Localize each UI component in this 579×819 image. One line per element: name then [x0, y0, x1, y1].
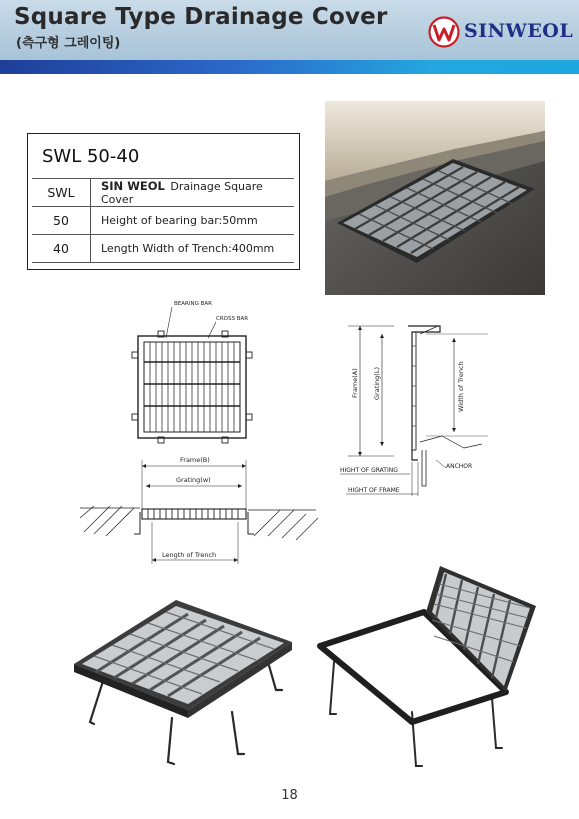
- spec-title: SWL 50-40: [42, 146, 140, 167]
- header-color-band: [0, 60, 579, 74]
- brand-logo: [428, 16, 574, 48]
- grating-side-view-drawing: [338, 316, 488, 498]
- label-hight-of-grating: HIGHT OF GRATING: [340, 467, 398, 474]
- spec-table: [32, 178, 294, 263]
- brand-name: SINWEOL: [464, 20, 574, 42]
- installed-grating-photo: [325, 101, 545, 295]
- spec-box: [27, 133, 300, 270]
- table-row: [32, 235, 294, 263]
- label-cross-bar: CROSS BAR: [216, 316, 249, 322]
- label-bearing-bar: BEARING BAR: [174, 301, 212, 307]
- spec-code: SWL: [32, 179, 91, 207]
- label-hight-of-frame: HIGHT OF FRAME: [348, 487, 400, 494]
- spec-code: 50: [32, 207, 91, 235]
- label-frame-a: Frame(A): [351, 368, 359, 398]
- grating-section-drawing: [80, 452, 320, 572]
- brand-emblem-icon: [428, 16, 462, 48]
- header-bar: [0, 0, 579, 60]
- table-row: [32, 179, 294, 207]
- spec-code: 40: [32, 235, 91, 263]
- table-row: [32, 207, 294, 235]
- label-grating-l: Grating(L): [373, 367, 381, 400]
- page-title: Square Type Drainage Cover: [14, 4, 388, 30]
- hinged-grating-photo: [316, 562, 546, 774]
- spec-desc-text: Drainage Square Cover: [101, 180, 263, 206]
- grating-with-legs-photo: [72, 598, 294, 768]
- spec-desc: Height of bearing bar:50mm: [91, 207, 295, 235]
- grating-top-view-drawing: [128, 296, 258, 446]
- spec-brand: SIN WEOL: [101, 179, 165, 193]
- label-length-of-trench: Length of Trench: [162, 551, 217, 559]
- label-anchor: ANCHOR: [446, 463, 473, 470]
- spec-desc: Length Width of Trench:400mm: [91, 235, 295, 263]
- label-width-of-trench: Width of Trench: [457, 361, 465, 412]
- label-frame-b: Frame(B): [180, 456, 210, 464]
- label-grating-w: Grating(w): [176, 476, 211, 484]
- spec-desc: [91, 179, 295, 207]
- page-number: 18: [281, 788, 298, 803]
- page-subtitle: (측구형 그레이팅): [16, 36, 121, 51]
